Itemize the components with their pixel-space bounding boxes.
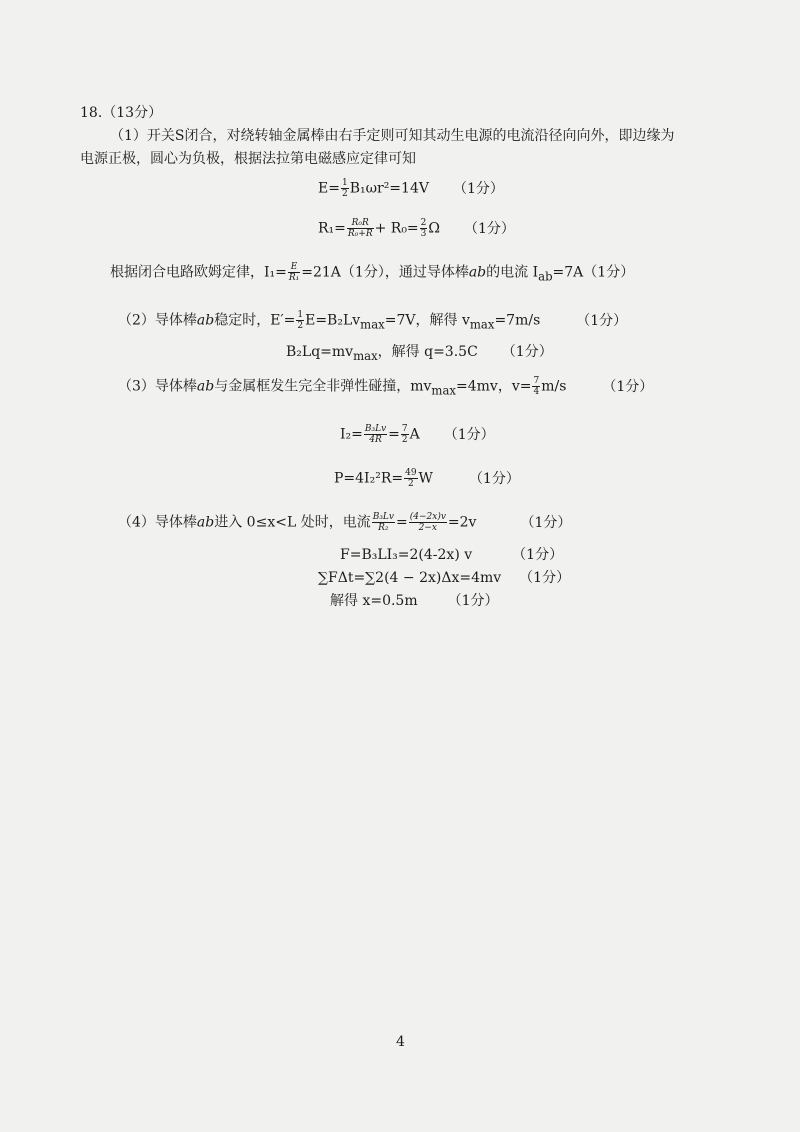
part4-line3 — [318, 569, 570, 587]
eq-text: I₂= — [340, 426, 363, 443]
fraction-numerator: 7 — [401, 424, 408, 434]
part2-line2 — [286, 343, 553, 365]
fraction — [347, 218, 374, 239]
fraction-numerator: E — [288, 262, 300, 273]
points-label: （1分） — [512, 547, 564, 563]
fraction-numerator: B₃Lv — [372, 512, 394, 522]
page-number: 4 — [396, 1034, 405, 1050]
points-label: （1分） — [501, 344, 553, 360]
eq-text: =2v — [447, 514, 477, 531]
eq-text: =4mv，v= — [456, 378, 532, 395]
eq-text: 稳定时，E′= — [214, 312, 296, 329]
variable-ab: ab — [468, 264, 487, 281]
fraction — [364, 424, 387, 445]
eq-text: m/s — [541, 378, 567, 395]
eq-text: 进入 0≤x<L 处时，电流 — [214, 514, 371, 531]
fraction — [404, 468, 417, 489]
part3-line3 — [334, 468, 520, 489]
part4-line4 — [330, 592, 499, 610]
fraction — [288, 262, 300, 283]
part4-line2 — [340, 546, 563, 564]
eq-text: + R₀= — [374, 220, 419, 237]
eq-text: = — [388, 426, 400, 443]
fraction-numerator: R₀R — [347, 218, 374, 229]
points-label: （1分） — [447, 593, 499, 609]
eq-text: B₂Lq=mv — [286, 344, 354, 360]
fraction-denominator: 2 — [341, 189, 348, 199]
fraction-numerator: 1 — [297, 310, 304, 320]
fraction-denominator: 3 — [420, 229, 427, 239]
eq-text: W — [418, 470, 433, 487]
eq-text: =7V，解得 v — [384, 312, 470, 329]
variable-ab: ab — [196, 312, 215, 329]
fraction — [420, 218, 428, 239]
eq-text: （4）导体棒 — [118, 514, 197, 531]
eq-text: 根据闭合电路欧姆定律，I₁= — [110, 264, 287, 281]
eq-text: 与金属框发生完全非弹性碰撞，mv — [214, 378, 432, 395]
points-label: （1分） — [520, 514, 572, 531]
points-label: （1分） — [468, 470, 520, 487]
eq-text: =7m/s — [494, 312, 541, 329]
part3-line2 — [340, 424, 495, 445]
subscript: max — [353, 348, 378, 363]
subscript: max — [469, 317, 495, 332]
eq-text: 解得 x=0.5m — [330, 593, 418, 609]
eq-text: =21A（1分），通过导体棒 — [301, 264, 469, 281]
eq-text: ∑FΔt=∑2(4 − 2x)Δx=4mv — [318, 570, 502, 586]
fraction-numerator: 2 — [420, 218, 427, 228]
fraction — [296, 310, 304, 331]
fraction-denominator: R₀+R — [347, 229, 373, 239]
ohm-law-line — [110, 262, 634, 285]
part4-line1 — [118, 512, 571, 533]
problem-header: 18.（13分） — [80, 105, 163, 121]
eq-text: Ω — [428, 220, 441, 237]
fraction — [409, 512, 447, 533]
eq-text: F=B₃LI₃=2(4-2x) v — [340, 547, 473, 563]
fraction-numerator: 1 — [341, 178, 348, 188]
fraction-denominator: R₁ — [288, 273, 300, 283]
variable-ab: ab — [196, 514, 215, 531]
fraction-numerator: (4−2x)v — [409, 512, 446, 522]
eq-text: E=B₂Lv — [305, 312, 361, 329]
fraction-numerator: B₃Lv — [364, 424, 387, 434]
part1-intro-line2: 电源正极，圆心为负极，根据法拉第电磁感应定律可知 — [80, 151, 416, 167]
fraction-numerator: 49 — [405, 468, 417, 478]
eq-text: （2）导体棒 — [118, 312, 197, 329]
points-label: （1分） — [443, 426, 495, 443]
fraction-denominator: 4 — [533, 387, 540, 397]
eq-text: = — [396, 514, 408, 531]
fraction-denominator: R₂ — [378, 523, 389, 533]
subscript: max — [360, 317, 385, 332]
part3-line1 — [118, 376, 653, 399]
eq-text: E= — [318, 180, 340, 197]
eq-text: P=4I₂²R= — [334, 470, 404, 487]
fraction-denominator: 2 — [401, 435, 408, 445]
fraction-denominator: 2 — [297, 321, 304, 331]
fraction-denominator: 2−x — [418, 523, 437, 533]
fraction-denominator: 2 — [407, 479, 414, 489]
eq-text: =7A（1分） — [552, 264, 635, 281]
fraction — [372, 512, 395, 533]
eq-text: 的电流 I — [486, 264, 539, 281]
equation-r1 — [318, 218, 515, 239]
part2-line1 — [118, 310, 627, 333]
eq-text: （3）导体棒 — [118, 378, 197, 395]
part1-intro-line1: （1）开关S闭合，对绕转轴金属棒由右手定则可知其动生电源的电流沿径向向外，即边缘为 — [110, 128, 675, 144]
subscript: ab — [538, 269, 553, 284]
points-label: （1分） — [576, 312, 628, 329]
points-label: （1分） — [464, 220, 515, 237]
subscript: max — [431, 383, 456, 398]
points-label: （1分） — [452, 180, 504, 197]
eq-text: B₁ωr²=14V — [349, 180, 429, 197]
fraction — [532, 376, 540, 397]
fraction-numerator: 7 — [533, 376, 540, 386]
eq-text: A — [409, 426, 420, 443]
points-label: （1分） — [519, 570, 571, 586]
points-label: （1分） — [602, 378, 654, 395]
equation-emf — [318, 178, 504, 199]
fraction — [401, 424, 409, 445]
fraction-denominator: 4R — [369, 435, 382, 445]
eq-text: ，解得 q=3.5C — [377, 344, 478, 360]
fraction — [341, 178, 349, 199]
variable-ab: ab — [196, 378, 215, 395]
eq-text: R₁= — [318, 220, 346, 237]
